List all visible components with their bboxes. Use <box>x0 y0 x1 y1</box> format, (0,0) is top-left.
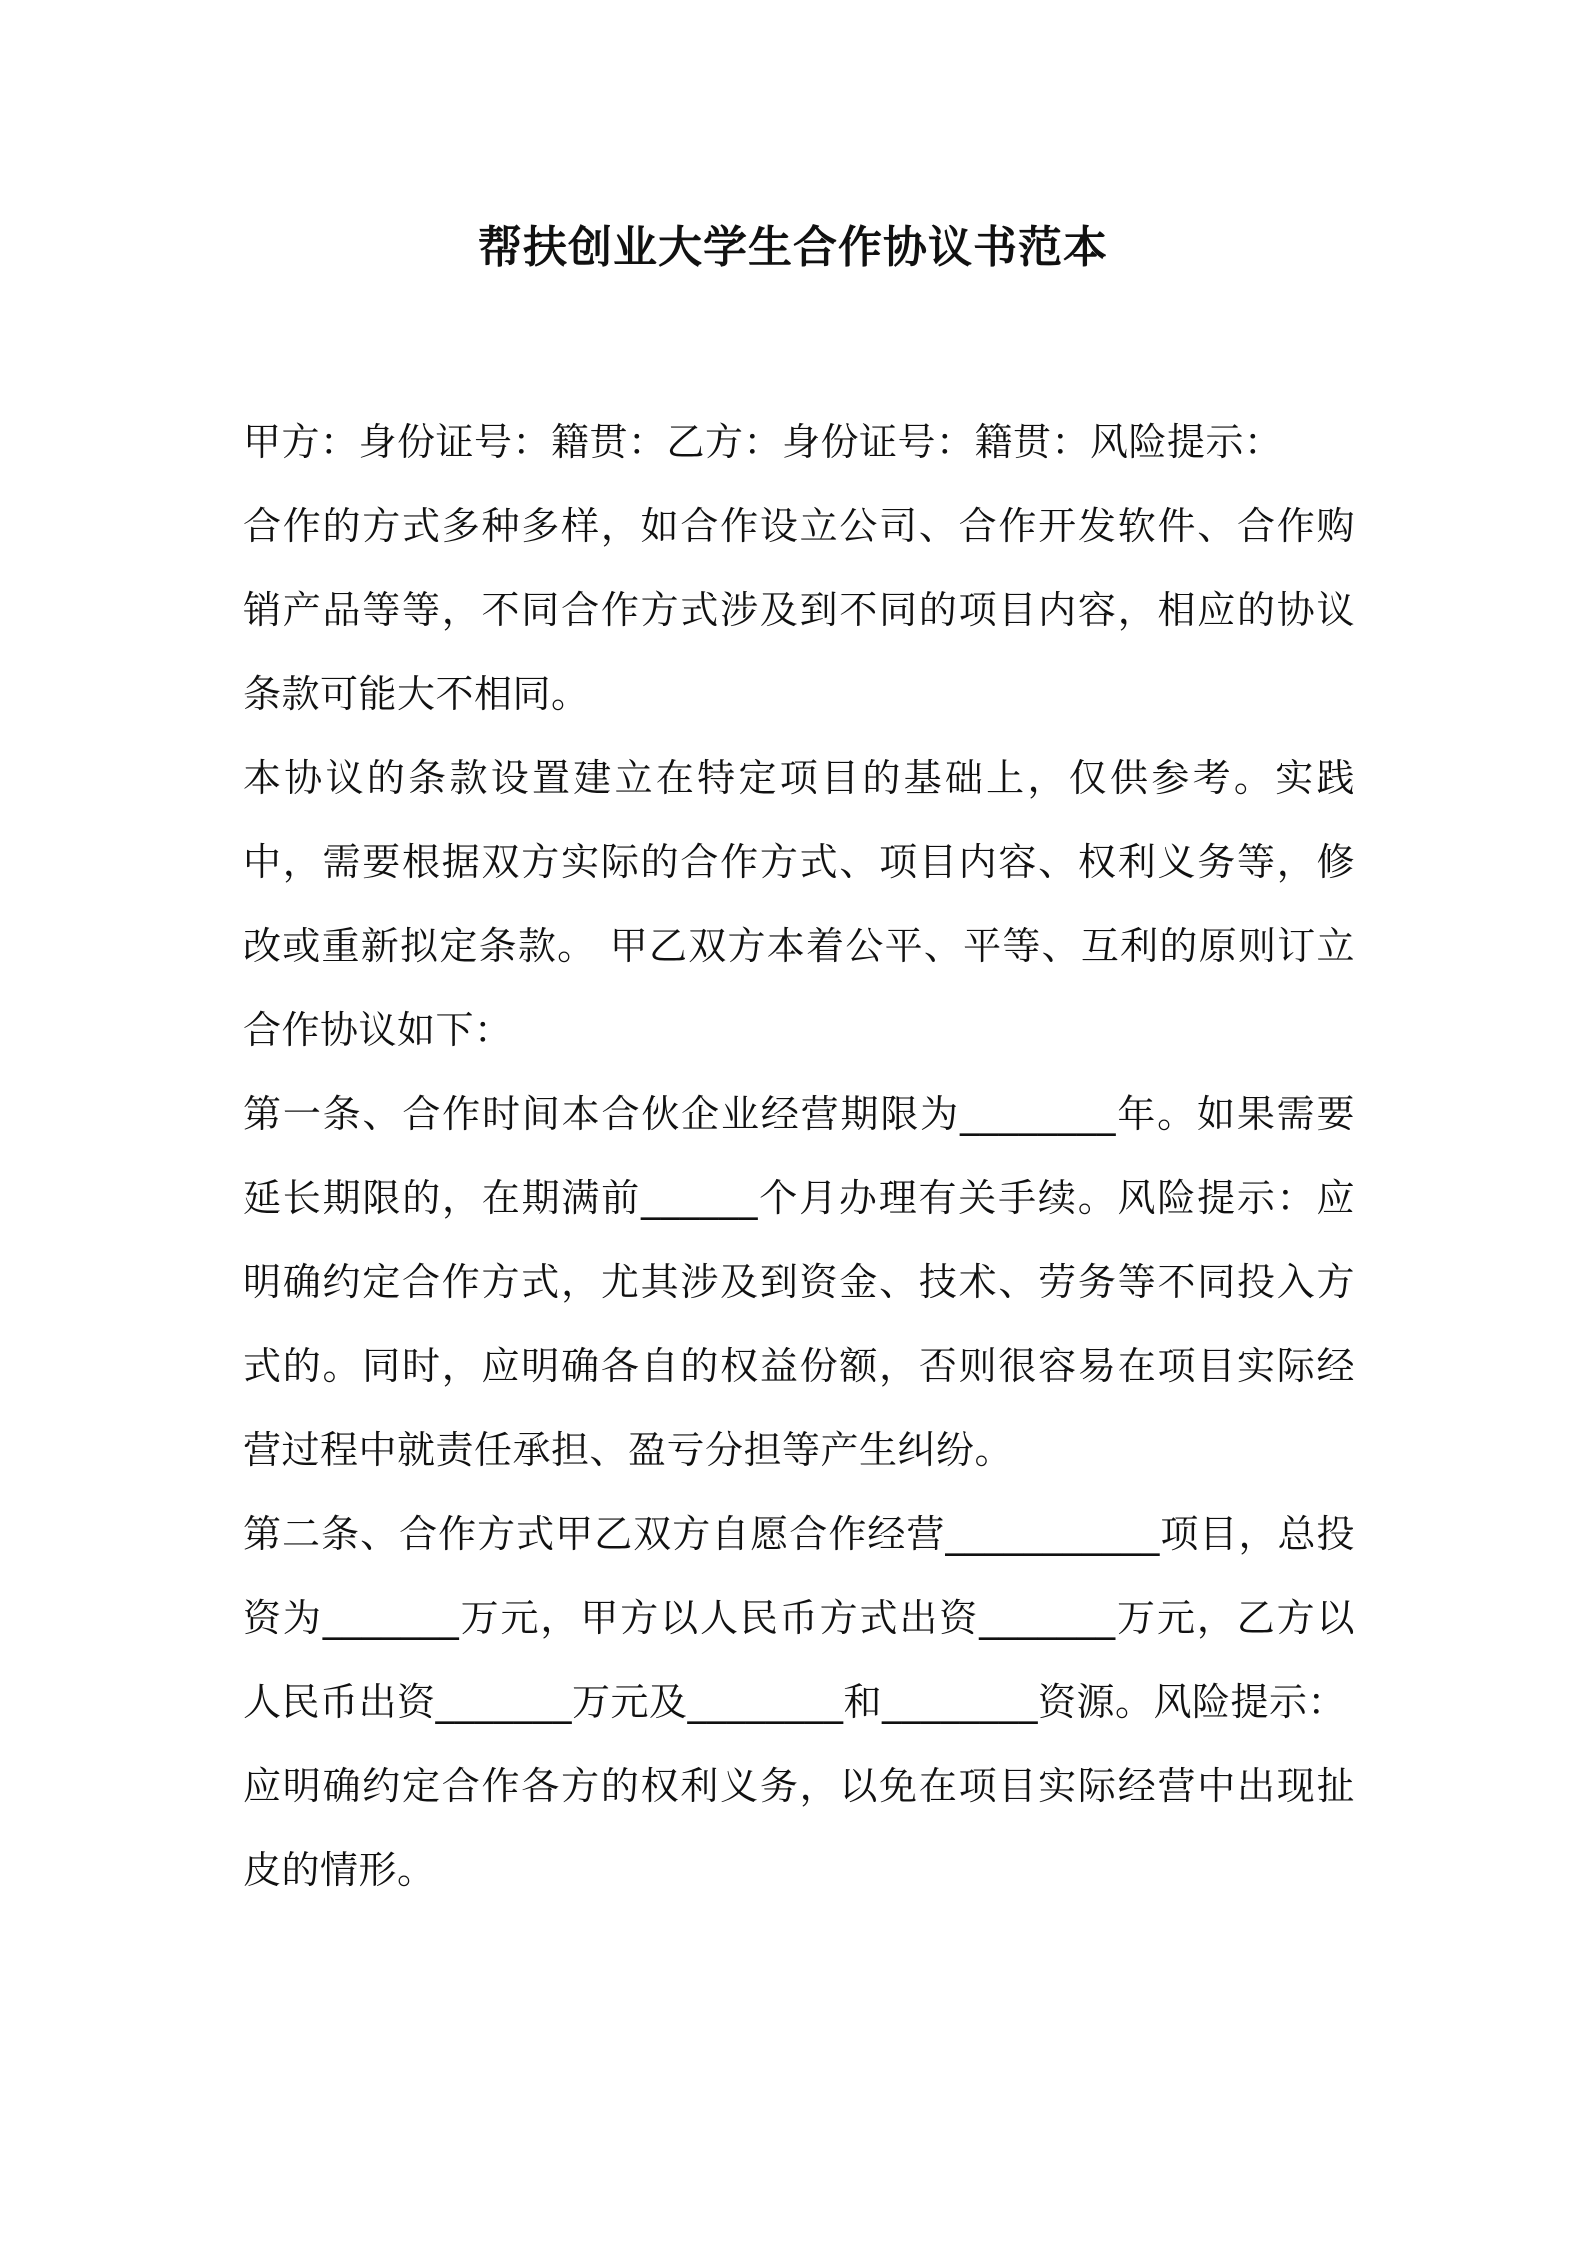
document-body <box>243 400 1355 1912</box>
cooperation-intro-paragraph: 合作的方式多种多样，如合作设立公司、合作开发软件、合作购销产品等等，不同合作方式涉及到不同的项目内容，相应的协议条款可能大不相同。 <box>243 504 1355 716</box>
risk-note-paragraph: 应明确约定合作各方的权利义务，以免在项目实际经营中出现扯皮的情形。 <box>243 1764 1355 1892</box>
party-info-paragraph: 甲方：身份证号：籍贯：乙方：身份证号：籍贯：风险提示： <box>243 420 1283 464</box>
agreement-basis-paragraph: 本协议的条款设置建立在特定项目的基础上，仅供参考。实践中，需要根据双方实际的合作方式、项目内容、权利义务等，修改或重新拟定条款。 甲乙双方本着公平、平等、互利的原则订立合作协议如下： <box>243 756 1355 1052</box>
article-one-paragraph: 第一条、合作时间本合伙企业经营期限为________年。如果需要延长期限的，在期满前______个月办理有关手续。风险提示：应明确约定合作方式，尤其涉及到资金、技术、劳务等不同投入方式的。同时，应明确各自的权益份额，否则很容易在项目实际经营过程中就责任承担、盈亏分担等产生纠纷。 <box>243 1092 1355 1472</box>
article-two-paragraph: 第二条、合作方式甲乙双方自愿合作经营___________项目，总投资为_______万元，甲方以人民币方式出资_______万元，乙方以人民币出资_______万元及________和________资源。风险提示： <box>243 1512 1355 1724</box>
document-title: 帮扶创业大学生合作协议书范本 <box>478 222 1108 273</box>
